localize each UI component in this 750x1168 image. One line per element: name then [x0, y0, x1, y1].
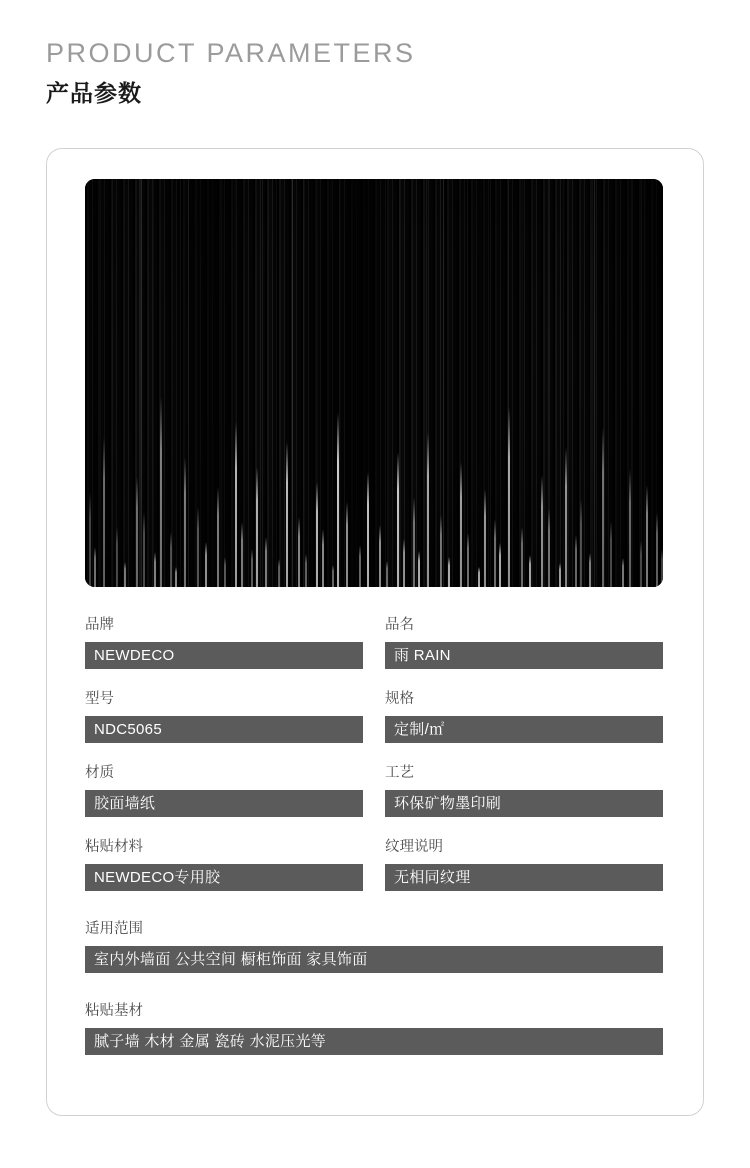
spec-value: NDC5065	[85, 716, 363, 743]
spec-cell-application-scope	[85, 919, 663, 973]
spec-row	[85, 615, 663, 669]
page-header	[46, 36, 416, 108]
spec-cell-brand	[85, 615, 363, 669]
spec-value: 雨 RAIN	[385, 642, 663, 669]
spec-cell-substrate	[85, 1001, 663, 1055]
card-content	[85, 179, 663, 1075]
spec-cell-texture-note	[385, 837, 663, 891]
spec-label: 粘贴基材	[85, 1003, 143, 1019]
spec-label: 纹理说明	[385, 839, 443, 855]
spec-value: 腻子墙 木材 金属 瓷砖 水泥压光等	[85, 1028, 663, 1055]
spec-row	[85, 837, 663, 891]
spec-value: 环保矿物墨印刷	[385, 790, 663, 817]
spec-value: 胶面墙纸	[85, 790, 363, 817]
spec-value: 室内外墙面 公共空间 橱柜饰面 家具饰面	[85, 946, 663, 973]
spec-label: 适用范围	[85, 921, 143, 937]
page-title-en: PRODUCT PARAMETERS	[46, 38, 416, 68]
product-card	[46, 148, 704, 1116]
spec-row	[85, 763, 663, 817]
spec-label: 材质	[85, 765, 114, 781]
spec-row	[85, 919, 663, 973]
spec-row	[85, 1001, 663, 1055]
spec-value: 无相同纹理	[385, 864, 663, 891]
spec-label: 粘贴材料	[85, 839, 143, 855]
page-title-cn: 产品参数	[46, 80, 142, 106]
spec-cell-adhesive	[85, 837, 363, 891]
spec-table	[85, 615, 663, 1055]
spec-value: 定制/㎡	[385, 716, 663, 743]
spec-label: 品名	[385, 617, 414, 633]
spec-row	[85, 689, 663, 743]
spec-value: NEWDECO专用胶	[85, 864, 363, 891]
spec-label: 型号	[85, 691, 114, 707]
product-image	[85, 179, 663, 587]
image-vignette	[85, 179, 663, 587]
spec-label: 规格	[385, 691, 414, 707]
spec-cell-specification	[385, 689, 663, 743]
spec-cell-process	[385, 763, 663, 817]
spec-cell-model	[85, 689, 363, 743]
spec-cell-material	[85, 763, 363, 817]
spec-cell-product-name	[385, 615, 663, 669]
spec-label: 品牌	[85, 617, 114, 633]
spec-label: 工艺	[385, 765, 414, 781]
spec-value: NEWDECO	[85, 642, 363, 669]
